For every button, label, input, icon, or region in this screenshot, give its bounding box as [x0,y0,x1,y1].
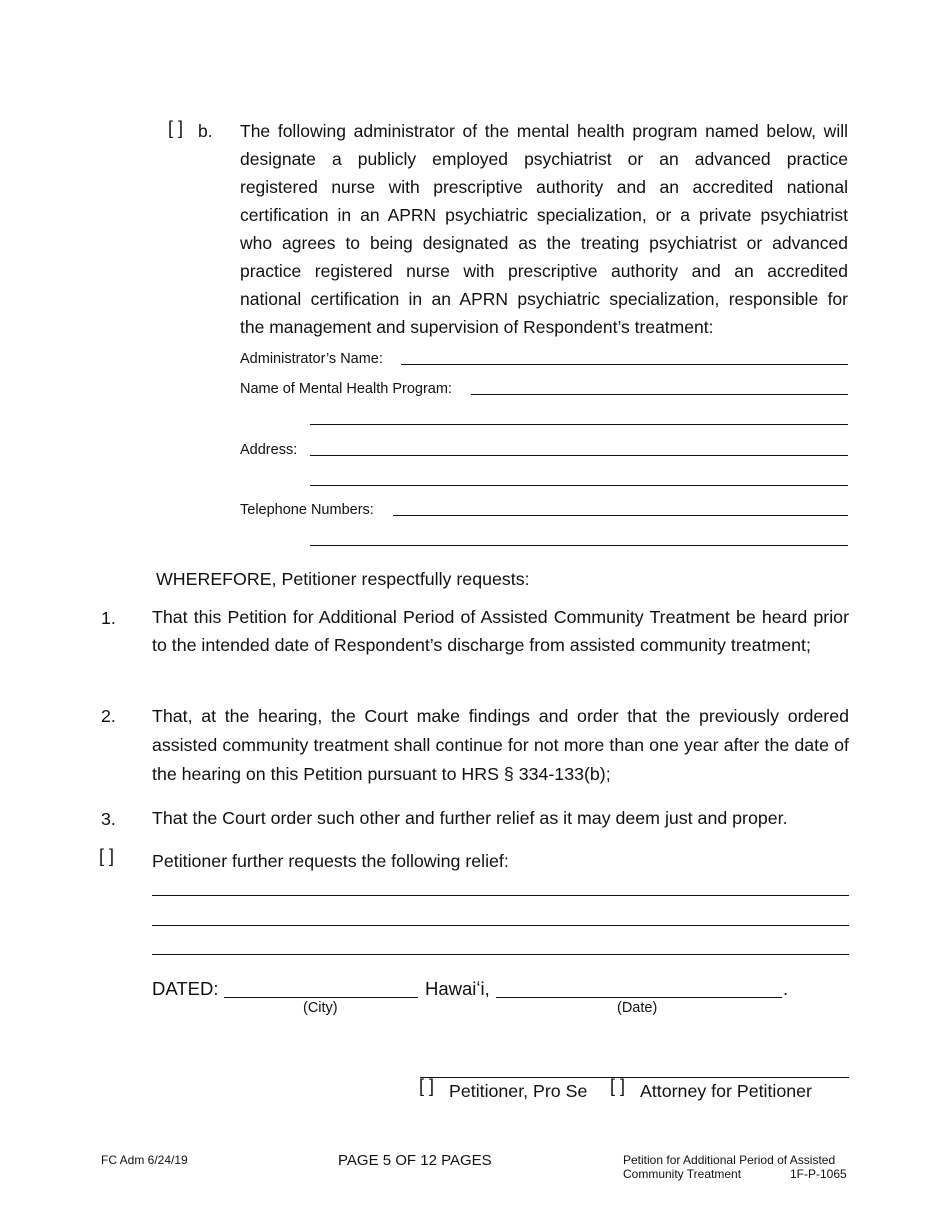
state-label: Hawaiʻi, [425,978,490,999]
program-name-label: Name of Mental Health Program: [240,381,452,397]
section-b-line: certification in an APRN psychiatric specialization, or a private psychiatrist [240,205,848,225]
relief-line-3[interactable] [152,954,849,955]
program-name-field-line2[interactable] [310,424,848,425]
footer-title-line1: Petition for Additional Period of Assisted [623,1153,836,1167]
request-number: 1. [101,608,116,628]
city-field[interactable] [224,997,418,998]
section-b-line: designate a publicly employed psychiatrist or an advanced practice [240,149,848,169]
section-b-line: registered nurse with prescriptive authority and an accredited national [240,177,848,197]
section-b-line: practice registered nurse with prescriptive authority and an accredited [240,261,848,281]
pro-se-checkbox[interactable]: [ ] [419,1076,435,1096]
section-b-letter: b. [198,121,213,141]
footer-form-number: 1F-P-1065 [790,1167,847,1181]
section-b-paragraph [240,117,848,341]
address-field[interactable] [310,455,848,456]
administrator-name-field[interactable] [401,364,848,365]
section-b-checkbox[interactable]: [ ] [168,118,184,138]
program-name-field[interactable] [471,394,848,395]
request-text: That, at the hearing, the Court make findings and order that the previously ordered assisted community treatment shall continue for not more than one year after the date of the hearing on this Petition pursuant to HRS § 334-133(b); [152,706,849,784]
attorney-label: Attorney for Petitioner [640,1081,812,1101]
relief-line-2[interactable] [152,925,849,926]
administrator-name-label: Administrator’s Name: [240,351,383,367]
request-number: 2. [101,706,116,726]
further-relief-label: Petitioner further requests the following relief: [152,851,509,871]
address-label: Address: [240,442,298,458]
request-text: That the Court order such other and further relief as it may deem just and proper. [152,808,788,828]
attorney-checkbox[interactable]: [ ] [610,1076,626,1096]
footer-form-code: FC Adm 6/24/19 [101,1153,188,1167]
telephone-field[interactable] [393,515,848,516]
dated-label: DATED: [152,978,219,999]
wherefore-heading: WHEREFORE, Petitioner respectfully requests: [156,569,530,589]
relief-line-1[interactable] [152,895,849,896]
section-b-line: who agrees to being designated as the treating psychiatrist or advanced [240,233,848,253]
telephone-label: Telephone Numbers: [240,502,374,518]
date-caption: (Date) [617,1000,658,1016]
further-relief-checkbox[interactable]: [ ] [99,846,115,866]
address-field-line2[interactable] [310,485,848,486]
request-text: That this Petition for Additional Period of Assisted Community Treatment be heard prior to the intended date of Respondent’s discharge from assisted community treatment; [152,607,849,655]
section-b-line: national certification in an APRN psychiatric specialization, responsible for [240,289,848,309]
footer-page-number: PAGE 5 OF 12 PAGES [338,1152,492,1169]
date-period: . [783,978,789,999]
footer-title-line2: Community Treatment [623,1167,742,1181]
section-b-line: the management and supervision of Respondent’s treatment: [240,317,714,337]
signature-line[interactable] [420,1077,849,1078]
telephone-field-line2[interactable] [310,545,848,546]
section-b-line: The following administrator of the mental health program named below, will [240,121,848,141]
date-field[interactable] [496,997,782,998]
request-number: 3. [101,809,116,829]
pro-se-label: Petitioner, Pro Se [449,1081,588,1101]
city-caption: (City) [303,1000,338,1016]
